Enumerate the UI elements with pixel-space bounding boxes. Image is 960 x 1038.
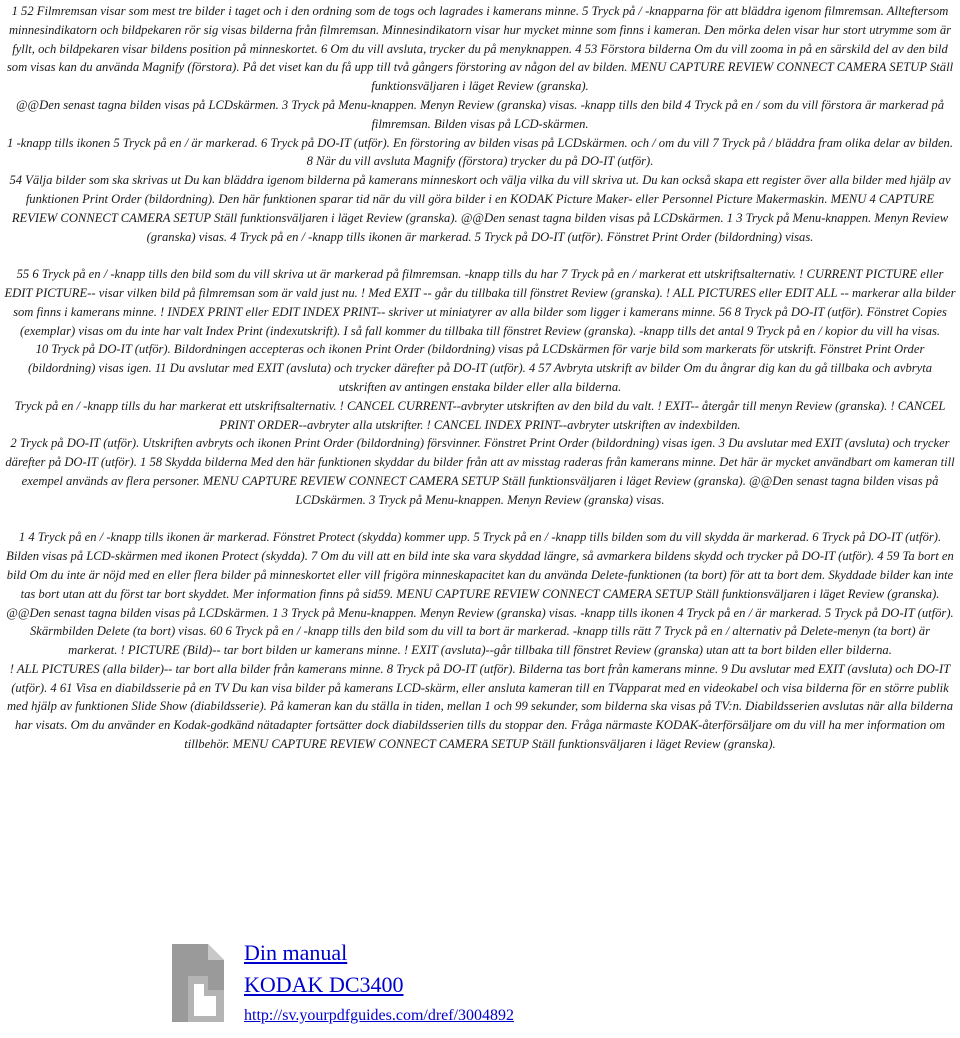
paragraph-3: 1 -knapp tills ikonen 5 Tryck på en / är markerad. 6 Tryck på DO-IT (utför). En förstoring av bilden visas på LCDskärmen. och / om du vill 7 Tryck på / bläddra fram olika delar av bilden. 8 När du vill avsluta Magnify (förstora) trycker du på DO-IT (utför).: [7, 135, 953, 169]
paragraph-6: 10 Tryck på DO-IT (utför). Bildordningen accepteras och ikonen Print Order (bildordning) visas på LCDskärmen för varje bild som markerats för utskrift. Fönstret Print Order (bildordning) visas igen. 11 Du avslutar med EXIT (avsluta) och trycker därefter på DO-IT (utför). 4 57 Avbryta utskrift av bilder Om du ångrar dig kan du gå tillbaka och avbryta utskriften av antingen enstaka bilder eller alla bilderna.: [27, 342, 933, 394]
paragraph-2: @@Den senast tagna bilden visas på LCDskärmen. 3 Tryck på Menu-knappen. Menyn Review (granska) visas. -knapp tills den bild 4 Tryck på en / som du vill förstora är markerad på filmremsan. Bilden visas på LCD-skärmen.: [15, 97, 945, 131]
manual-logo-icon: [164, 940, 230, 1026]
manual-text: [4, 2, 956, 754]
paragraph-8: 2 Tryck på DO-IT (utför). Utskriften avbryts och ikonen Print Order (bildordning) försvinner. Fönstret Print Order (bildordning) visas igen. 3 Du avslutar med EXIT (avsluta) och trycker därefter på DO-IT (utför). 1 58 Skydda bilderna Med den här funktionen skyddar du bilder från att av misstag raderas från kamerans minne. Det här är mycket användbart om kameran till exempel används av flera personer. MENU CAPTURE REVIEW CONNECT CAMERA SETUP Ställ funktionsväljaren i läget Review (granska). @@Den senast tagna bilden visas på LCDskärmen. 3 Tryck på Menu-knappen. Menyn Review (granska) visas.: [5, 436, 955, 507]
paragraph-12: ! ALL PICTURES (alla bilder)-- tar bort alla bilder från kamerans minne. 8 Tryck på DO-IT (utför). Bilderna tas bort från kamerans minne. 9 Du avslutar med EXIT (avsluta) och DO-IT (utför). 4 61 Visa en diabildsserie på en TV Du kan visa bilder på kamerans LCD-skärm, eller ansluta kameran till en TVapparat med en videokabel och visa bilderna för en större publik med hjälp av funktionen Slide Show (diabildsserie). På kameran kan du ställa in tiden, mellan 1 och 99 sekunder, som bilderna ska visas på TV:n. Diabildsserien avslutas när alla bilderna har visats. Om du använder en Kodak-godkänd nätadapter fortsätter dock diabildsserien tills du stoppar den. Fråga närmaste KODAK-återförsäljare om du vill ha mer information om tillbehör. MENU CAPTURE REVIEW CONNECT CAMERA SETUP Ställ funktionsväljaren i läget Review (granska).: [6, 661, 954, 752]
url-link[interactable]: http://sv.yourpdfguides.com/dref/3004892: [244, 1007, 515, 1024]
paragraph-1: 1 52 Filmremsan visar som mest tre bilder i taget och i den ordning som de togs och lagrades i kamerans minne. 5 Tryck på / -knapparna för att bläddra igenom filmremsan. Allteftersom minnesindikatorn och bildpekaren rör sig visas bilderna från filmremsan. Minnesindikatorn visar hur mycket minne som finns i kameran. Den mörka delen visar hur stort utrymme som är fyllt, och bildpekaren visar bildens position på minneskortet. 6 Om du vill avsluta, trycker du på menyknappen. 4 53 Förstora bilderna Om du vill zooma in på en särskild del av den bild som visas kan du använda Magnify (förstora). På det viset kan du få upp till två gångers förstoring av någon del av bilden. MENU CAPTURE REVIEW CONNECT CAMERA SETUP Ställ funktionsväljaren i läget Review (granska).: [6, 4, 954, 94]
paragraph-10: @@Den senast tagna bilden visas på LCDskärmen. 1 3 Tryck på Menu-knappen. Menyn Review (granska) visas. -knapp tills ikonen 4 Tryck på en / är markerad. 5 Tryck på DO-IT (utför).: [6, 605, 954, 620]
footer-links: [244, 938, 514, 1028]
footer: [164, 938, 764, 1030]
paragraph-4: 54 Välja bilder som ska skrivas ut Du kan bläddra igenom bilderna på kamerans minneskort och välja vilka du vill skriva ut. Du kan också skapa ett register över alla bilder med hjälp av funktionen Print Order (bildordning). Den här funktionen sparar tid när du vill göra bilder i en KODAK Picture Maker- eller Personnel Picture Makermaskin. MENU 4 CAPTURE REVIEW CONNECT CAMERA SETUP Ställ funktionsväljaren i läget Review (granska). @@Den senast tagna bilden visas på LCDskärmen. 1 3 Tryck på Menu-knappen. Menyn Review (granska) visas. 4 Tryck på en / -knapp tills ikonen är markerad. 5 Tryck på DO-IT (utför). Fönstret Print Order (bildordning) visas.: [9, 173, 951, 244]
manual-logo-svg: [164, 940, 230, 1026]
manual-title-link[interactable]: Din manual: [244, 940, 348, 965]
paragraph-5: 55 6 Tryck på en / -knapp tills den bild som du vill skriva ut är markerad på filmremsan. -knapp tills du har 7 Tryck på en / markerat ett utskriftsalternativ. ! CURRENT PICTURE eller EDIT PICTURE-- visar vilken bild på filmremsan som är vald just nu. ! Med EXIT -- går du tillbaka till fönstret Review (granska). ! ALL PICTURES eller EDIT ALL -- markerar alla bilder som finns i kamerans minne. ! INDEX PRINT eller EDIT INDEX PRINT-- skriver ut miniatyrer av alla bilder som ligger i kamerans minne. 56 8 Tryck på DO-IT (utför). Fönstret Copies (exemplar) visas om du inte har valt Index Print (indexutskrift). I så fall kommer du tillbaka till fönstret Review (granska). -knapp tills det antal 9 Tryck på en / kopior du vill ha visas.: [4, 267, 956, 338]
model-link[interactable]: KODAK DC3400: [244, 972, 404, 997]
paragraph-7: Tryck på en / -knapp tills du har markerat ett utskriftsalternativ. ! CANCEL CURRENT--avbryter utskriften av den bild du valt. ! EXIT-- återgår till menyn Review (granska). ! CANCEL PRINT ORDER--avbryter alla utskrifter. ! CANCEL INDEX PRINT--avbryter utskriften av indexbilden.: [14, 398, 946, 432]
paragraph-11: Skärmbilden Delete (ta bort) visas. 60 6 Tryck på en / -knapp tills den bild som du vill ta bort är markerad. -knapp tills rätt 7 Tryck på en / alternativ på Delete-menyn (ta bort) är markerat. ! PICTURE (Bild)-- tar bort bilden ur kamerans minne. ! EXIT (avsluta)--går tillbaka till fönstret Review (granska) utan att ta bort bilden eller bilderna.: [30, 624, 930, 658]
paragraph-9: 1 4 Tryck på en / -knapp tills ikonen är markerad. Fönstret Protect (skydda) kommer upp. 5 Tryck på en / -knapp tills bilden som du vill skydda är markerad. 6 Tryck på DO-IT (utför). Bilden visas på LCD-skärmen med ikonen Protect (skydda). 7 Om du vill att en bild inte ska vara skyddad längre, så avmarkera bildens skydd och trycker på DO-IT (utför). 4 59 Ta bort en bild Om du inte är nöjd med en eller flera bilder på minneskortet eller vill frigöra minneskapacitet kan du använda Delete-funktionen (ta bort) för att ta bort dem. Skyddade bilder kan inte tas bort utan att du först tar bort skyddet. Mer information finns på sid59. MENU CAPTURE REVIEW CONNECT CAMERA SETUP Ställ funktionsväljaren i läget Review (granska).: [6, 530, 954, 601]
